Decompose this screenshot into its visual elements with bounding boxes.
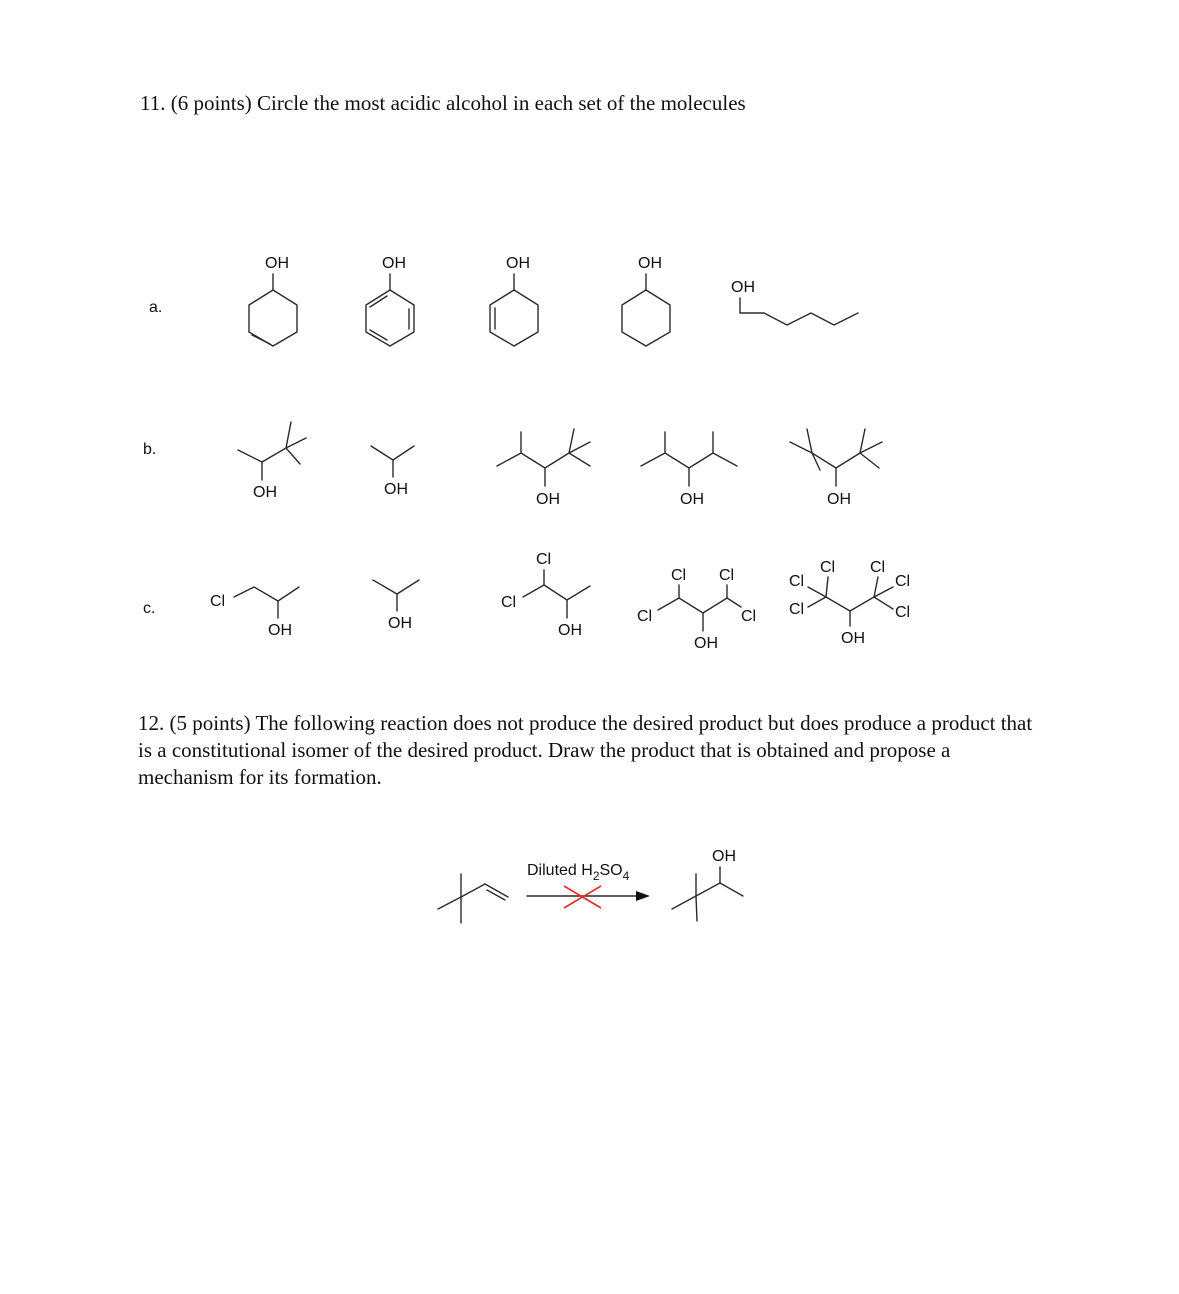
oh-label: OH (388, 615, 412, 632)
cl-label: Cl (789, 573, 805, 590)
oh-label: OH (558, 622, 582, 639)
molecule-c3-dichloropropanol (501, 551, 590, 639)
cl-label: Cl (501, 594, 517, 611)
molecule-b4 (641, 432, 737, 508)
product-oh-label: OH (712, 848, 736, 865)
oh-label: OH (680, 491, 704, 508)
oh-label: OH (382, 255, 406, 272)
molecule-a2-phenol (366, 255, 414, 346)
question-12-text: 12. (5 points) The following reaction does not produce the desired product but does produce a product that is a constitutional isomer of the desired product. Draw the product that is obtained and propose a mechanism for its formation. (138, 711, 1033, 789)
cl-label: Cl (895, 604, 911, 621)
cl-label: Cl (210, 593, 226, 610)
oh-label: OH (506, 255, 530, 272)
molecule-b2-isopropanol (371, 446, 414, 498)
molecule-c4 (637, 567, 756, 652)
cl-label: Cl (870, 559, 886, 576)
molecule-a4-cyclohexanol (622, 255, 670, 346)
cl-label: Cl (719, 567, 735, 584)
oh-label: OH (536, 491, 560, 508)
molecule-c5-perchloro (789, 559, 910, 647)
cl-label: Cl (820, 559, 836, 576)
desired-product (672, 848, 743, 921)
molecule-c2-isopropanol (373, 580, 419, 632)
cl-label: Cl (637, 608, 653, 625)
cl-label: Cl (895, 573, 911, 590)
cl-label: Cl (789, 601, 805, 618)
molecule-c1-chloropropanol (210, 587, 299, 639)
molecule-b1 (238, 422, 306, 501)
oh-label: OH (694, 635, 718, 652)
row-label-b: b. (143, 441, 157, 458)
reactant-alkene (438, 874, 508, 923)
molecule-a5-hexanol (731, 279, 858, 325)
molecule-b5 (790, 429, 882, 508)
oh-label: OH (253, 484, 277, 501)
oh-label: OH (265, 255, 289, 272)
oh-label: OH (268, 622, 292, 639)
molecule-a1-cyclohexenol (249, 255, 297, 346)
molecule-a3-cyclohex-2-enol (490, 255, 538, 346)
oh-label: OH (731, 279, 755, 296)
question-11-text: 11. (6 points) Circle the most acidic alcohol in each set of the molecules (140, 91, 746, 115)
cl-label: Cl (741, 608, 757, 625)
cl-label: Cl (536, 551, 552, 568)
row-label-c: c. (143, 600, 156, 617)
reagent-label: Diluted $H_2SO_4$ (527, 862, 630, 883)
oh-label: OH (384, 481, 408, 498)
reaction-arrow (527, 862, 650, 908)
row-label-a: a. (149, 299, 163, 316)
oh-label: OH (827, 491, 851, 508)
oh-label: OH (638, 255, 662, 272)
cl-label: Cl (671, 567, 687, 584)
oh-label: OH (841, 630, 865, 647)
molecule-b3 (497, 429, 590, 508)
